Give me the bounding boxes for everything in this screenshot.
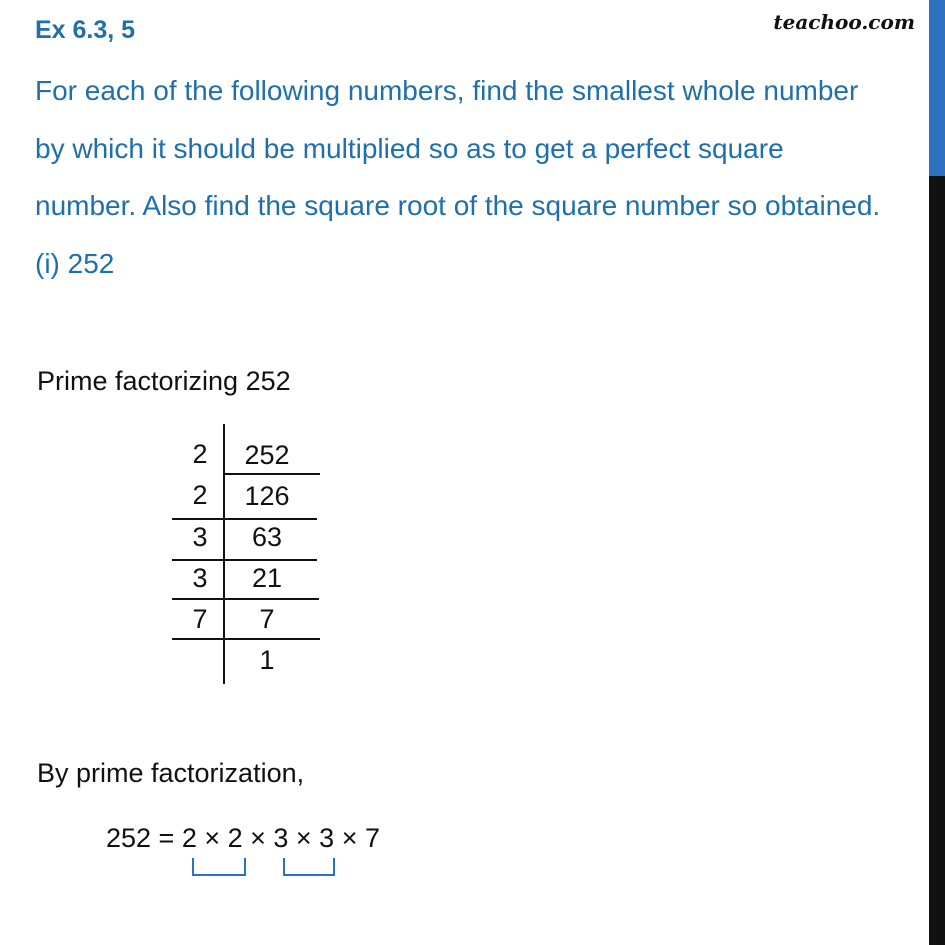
pair-bracket [283,858,335,876]
table-value: 252 [244,440,290,470]
table-divisor: 2 [192,439,208,469]
question-text [35,62,930,292]
table-value: 21 [251,563,283,593]
table-divisor: 3 [192,522,208,552]
table-divider [225,473,320,475]
pair-bracket [192,858,246,876]
table-value: 7 [259,604,275,634]
question-line: by which it should be multiplied so as to get a perfect square [35,132,784,164]
scrollbar-thumb[interactable] [929,0,945,176]
question-line: number. Also find the square root of the square number so obtained. [35,190,881,221]
table-divisor: 3 [192,563,208,593]
prime-factorizing-heading: Prime factorizing 252 [37,366,291,396]
question-line: For each of the following numbers, find the smallest whole number [35,75,859,106]
factorization-equation: 252 = 2 × 2 × 3 × 3 × 7 [106,823,380,853]
table-divider [172,638,320,640]
question-part: (i) 252 [35,247,115,279]
table-divider [172,598,319,600]
table-divisor: 2 [192,480,208,510]
brand-logo-text: teachoo.com [773,10,915,34]
table-value: 63 [251,522,283,552]
table-divisor: 7 [192,604,208,634]
exercise-title: Ex 6.3, 5 [35,16,136,44]
table-value: 1 [259,645,275,675]
table-value: 126 [244,481,290,511]
by-prime-factorization-heading: By prime factorization, [37,758,305,788]
